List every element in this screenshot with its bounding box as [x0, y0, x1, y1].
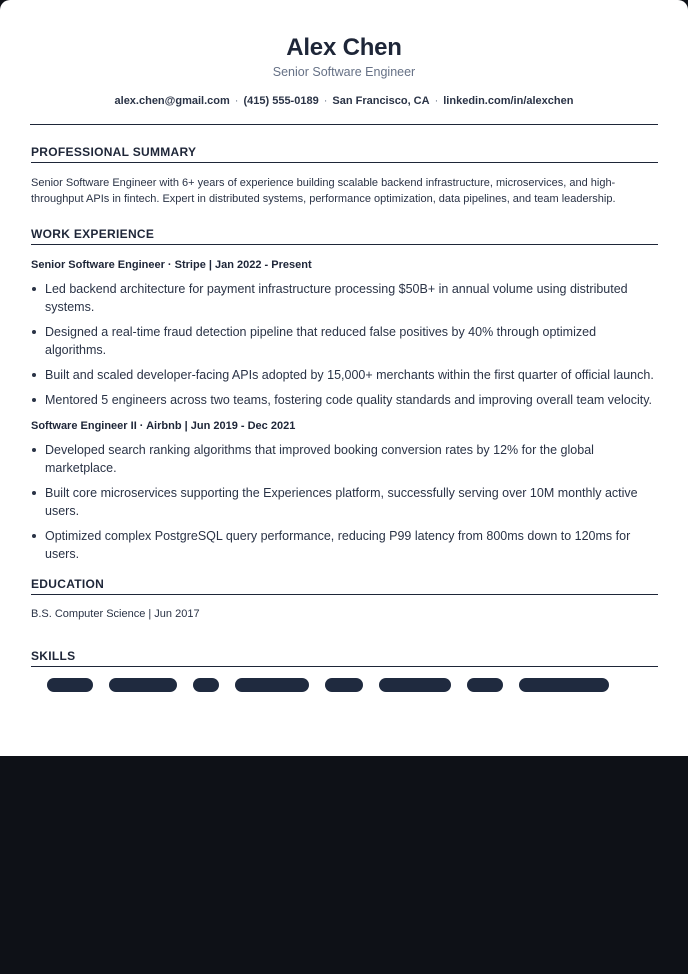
skills-title: SKILLS: [31, 649, 658, 667]
skill-chip: [47, 678, 93, 692]
bullet-text: Built core microservices supporting the Experiences platform, successfully serving over 10M monthly active users.: [45, 486, 638, 518]
bullet-icon: [32, 534, 36, 538]
bullet-icon: [32, 287, 36, 291]
job-bullets-airbnb: [31, 441, 658, 563]
bullet-text: Designed a real-time fraud detection pipeline that reduced false positives by 40% through optimized algorithms.: [45, 325, 597, 357]
contact-separator: ·: [434, 95, 439, 107]
bullet-text: Led backend architecture for payment infrastructure processing $50B+ in annual volume using distributed systems.: [45, 282, 628, 314]
header-divider: [30, 124, 658, 125]
job-bullets-stripe: [31, 280, 658, 409]
list-item: [31, 441, 658, 477]
resume-content: [0, 145, 688, 688]
list-item: [31, 391, 658, 409]
bullet-text: Mentored 5 engineers across two teams, fostering code quality standards and improving overall team velocity.: [45, 393, 653, 407]
list-item: [31, 484, 658, 520]
contact-line: [0, 94, 688, 108]
list-item: [31, 323, 658, 359]
summary-text: Senior Software Engineer with 6+ years of experience building scalable backend infrastructure, microservices, and high-throughput APIs in fintech. Expert in distributed systems, performance optimization, data pipelines, and team leadership.: [31, 177, 616, 205]
skill-chip: [379, 678, 451, 692]
contact-email[interactable]: alex.chen@gmail.com: [114, 95, 230, 107]
skills-section: [31, 649, 658, 688]
candidate-role: Senior Software Engineer: [272, 65, 416, 79]
skill-chip: [325, 678, 363, 692]
contact-phone[interactable]: (415) 555-0189: [243, 95, 319, 107]
skill-chip: [109, 678, 177, 692]
experience-section: [31, 227, 658, 563]
job-heading-stripe: Senior Software Engineer · Stripe | Jan 2022 - Present: [31, 259, 312, 271]
skills-chip-row: [31, 678, 658, 688]
contact-location: San Francisco, CA: [332, 95, 430, 107]
skill-chip: [193, 678, 219, 692]
job-heading-airbnb: Software Engineer II · Airbnb | Jun 2019 - Dec 2021: [31, 420, 296, 432]
contact-separator: ·: [234, 95, 239, 107]
bullet-icon: [32, 330, 36, 334]
skill-chip: [467, 678, 503, 692]
experience-title: WORK EXPERIENCE: [31, 227, 658, 245]
bullet-text: Built and scaled developer-facing APIs adopted by 15,000+ merchants within the first quarter of official launch.: [45, 368, 654, 382]
contact-separator: ·: [323, 95, 328, 107]
education-title: EDUCATION: [31, 577, 658, 595]
skill-chip: [519, 678, 609, 692]
bullet-text: Optimized complex PostgreSQL query performance, reducing P99 latency from 800ms down to 120ms for users.: [45, 529, 631, 561]
bullet-icon: [32, 448, 36, 452]
bullet-text: Developed search ranking algorithms that improved booking conversion rates by 12% for the global marketplace.: [45, 443, 594, 475]
skill-chip: [235, 678, 309, 692]
list-item: [31, 527, 658, 563]
education-entry: B.S. Computer Science | Jun 2017: [31, 608, 200, 620]
resume-header: [0, 0, 688, 108]
candidate-name: Alex Chen: [286, 34, 402, 61]
bullet-icon: [32, 373, 36, 377]
list-item: [31, 366, 658, 384]
list-item: [31, 280, 658, 316]
bullet-icon: [32, 491, 36, 495]
summary-title: PROFESSIONAL SUMMARY: [31, 145, 658, 163]
summary-section: [31, 145, 658, 207]
education-section: [31, 577, 658, 621]
bullet-icon: [32, 398, 36, 402]
contact-linkedin[interactable]: linkedin.com/in/alexchen: [443, 95, 574, 107]
